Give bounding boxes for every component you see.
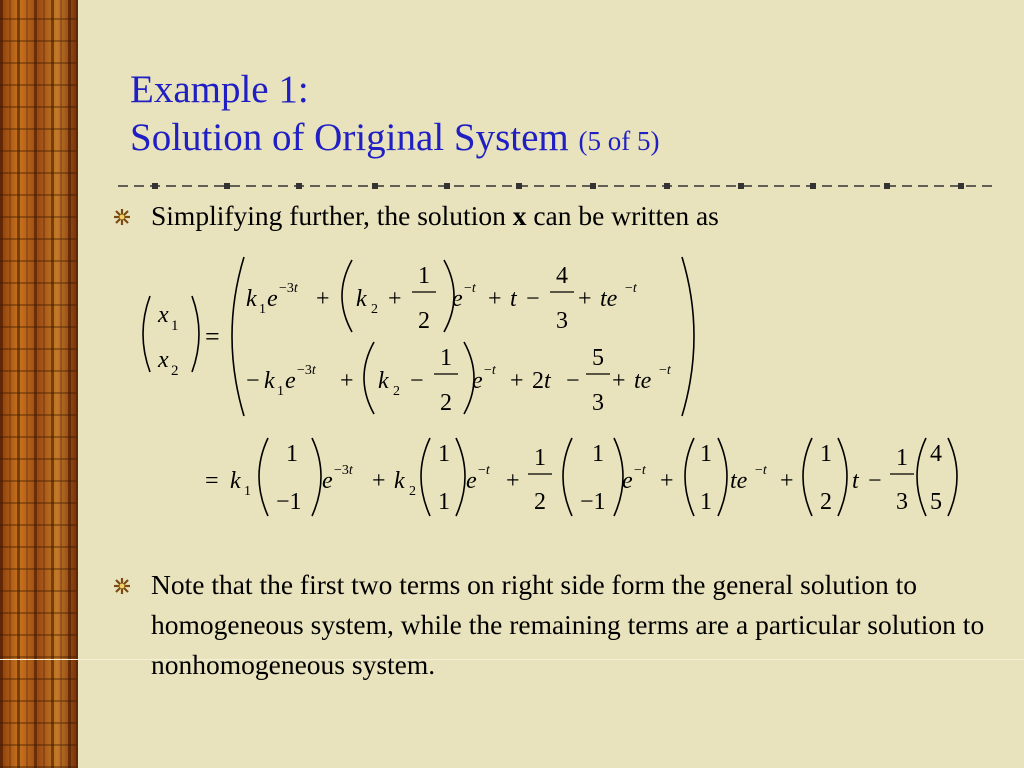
svg-text:−t: −t xyxy=(659,363,671,378)
svg-text:te: te xyxy=(730,468,748,494)
svg-text:1: 1 xyxy=(244,484,251,499)
svg-text:2: 2 xyxy=(820,489,832,515)
slide-title xyxy=(130,66,659,165)
star-burst-icon xyxy=(113,577,131,595)
svg-text:1: 1 xyxy=(592,441,604,467)
svg-text:1: 1 xyxy=(171,318,179,334)
svg-text:1: 1 xyxy=(277,384,284,399)
svg-text:−t: −t xyxy=(625,281,637,296)
svg-text:k: k xyxy=(230,468,241,494)
svg-text:1: 1 xyxy=(440,345,452,371)
svg-text:+: + xyxy=(488,286,502,312)
svg-text:2: 2 xyxy=(409,484,416,499)
svg-text:=: = xyxy=(205,322,220,351)
svg-text:1: 1 xyxy=(438,441,450,467)
svg-text:+: + xyxy=(340,368,354,394)
svg-text:t: t xyxy=(852,468,859,494)
bullet1-text-end: can be written as xyxy=(526,200,719,231)
svg-text:5: 5 xyxy=(592,345,604,371)
svg-text:e: e xyxy=(267,286,278,312)
svg-text:2: 2 xyxy=(418,308,430,334)
svg-text:k: k xyxy=(246,286,257,312)
svg-text:−t: −t xyxy=(464,281,476,296)
svg-text:1: 1 xyxy=(700,441,712,467)
svg-text:1: 1 xyxy=(700,489,712,515)
sidebar-edge xyxy=(76,0,78,768)
title-line-1: Example 1: xyxy=(130,68,309,111)
svg-text:k: k xyxy=(264,368,275,394)
svg-text:−t: −t xyxy=(484,363,496,378)
svg-text:2: 2 xyxy=(440,390,452,416)
svg-text:3: 3 xyxy=(592,390,604,416)
svg-text:3: 3 xyxy=(556,308,568,334)
svg-text:e: e xyxy=(322,468,333,494)
svg-text:1: 1 xyxy=(259,302,266,317)
svg-text:−: − xyxy=(868,468,882,494)
svg-text:−t: −t xyxy=(755,463,767,478)
svg-text:−3t: −3t xyxy=(334,463,353,478)
svg-text:+: + xyxy=(316,286,330,312)
svg-text:−3t: −3t xyxy=(279,281,298,296)
svg-text:+: + xyxy=(578,286,592,312)
svg-text:=: = xyxy=(205,468,219,494)
svg-text:+: + xyxy=(510,368,524,394)
svg-text:1: 1 xyxy=(896,445,908,471)
svg-text:1: 1 xyxy=(286,441,298,467)
svg-text:−: − xyxy=(246,368,260,394)
svg-text:−t: −t xyxy=(634,463,646,478)
svg-text:x: x xyxy=(158,347,169,373)
svg-text:−t: −t xyxy=(478,463,490,478)
svg-text:x: x xyxy=(158,302,169,328)
svg-text:−: − xyxy=(566,368,580,394)
svg-text:−1: −1 xyxy=(580,489,606,515)
svg-text:+: + xyxy=(660,468,674,494)
bullet1-bold-x: x xyxy=(512,200,527,231)
svg-text:−3t: −3t xyxy=(297,363,316,378)
svg-text:1: 1 xyxy=(820,441,832,467)
bullet1-text-start: Simplifying further, the solution xyxy=(151,200,513,231)
bullet2-text: Note that the first two terms on right side form the general solution to homogeneous system, while the remaining terms are a particular solution to nonhomogeneous system. xyxy=(151,569,985,680)
svg-text:e: e xyxy=(622,468,633,494)
svg-text:2: 2 xyxy=(371,302,378,317)
svg-text:4: 4 xyxy=(556,263,568,289)
svg-text:1: 1 xyxy=(418,263,430,289)
svg-text:−: − xyxy=(410,368,424,394)
svg-text:e: e xyxy=(466,468,477,494)
svg-text:1: 1 xyxy=(534,445,546,471)
svg-text:k: k xyxy=(378,368,389,394)
svg-text:k: k xyxy=(394,468,405,494)
title-part-indicator: (5 of 5) xyxy=(578,126,660,156)
svg-text:3: 3 xyxy=(896,489,908,515)
svg-text:2: 2 xyxy=(393,384,400,399)
svg-text:te: te xyxy=(600,286,618,312)
svg-text:te: te xyxy=(634,368,652,394)
title-line-2: Solution of Original System xyxy=(130,116,569,159)
svg-text:5: 5 xyxy=(930,489,942,515)
bullet-simplifying xyxy=(151,196,719,236)
svg-text:e: e xyxy=(472,368,483,394)
svg-text:1: 1 xyxy=(438,489,450,515)
svg-text:e: e xyxy=(285,368,296,394)
svg-text:+: + xyxy=(388,286,402,312)
star-burst-icon xyxy=(113,208,131,226)
decorative-sidebar xyxy=(0,0,76,768)
svg-text:−1: −1 xyxy=(276,489,302,515)
svg-text:2: 2 xyxy=(534,489,546,515)
svg-text:4: 4 xyxy=(930,441,942,467)
svg-text:−: − xyxy=(526,286,540,312)
svg-text:+: + xyxy=(372,468,386,494)
svg-text:+: + xyxy=(612,368,626,394)
title-divider xyxy=(118,180,992,192)
svg-text:+: + xyxy=(506,468,520,494)
svg-text:e: e xyxy=(452,286,463,312)
svg-text:2: 2 xyxy=(171,363,179,379)
bullet-note xyxy=(151,565,1001,685)
svg-text:t: t xyxy=(510,286,517,312)
svg-text:k: k xyxy=(356,286,367,312)
svg-text:+: + xyxy=(780,468,794,494)
svg-text:2t: 2t xyxy=(532,368,551,394)
